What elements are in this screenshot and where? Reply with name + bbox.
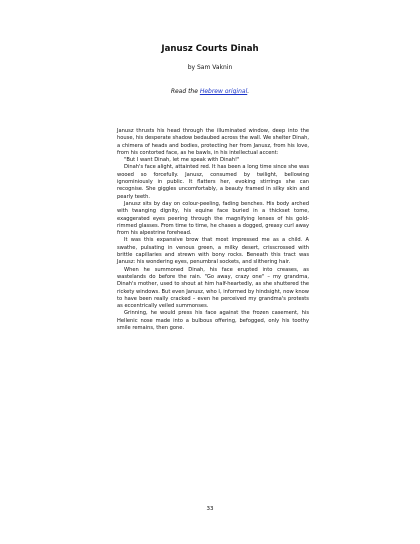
paragraph: It was this expansive brow that most impressed me as a child. A swathe, pulsating in venous green, a milky desert, crisscrossed with brittle capillaries and strewn with bony rocks. Beneath this tract was Janusz: his wondering eyes, penumbral sockets, and slithering hair. — [117, 237, 309, 266]
paragraph: Grinning, he would press his face against the frozen casement, his Hellenic nose made into a bulbous offering, befogged, only his toothy smile remains, then gone. — [117, 310, 309, 332]
paragraph: Janusz sits by day on colour-peeling, fading benches. His body arched with twanging dignity, his equine face buried in a thickset tome, exaggerated eyes peering through the magnifying lenses of his gold-rimmed glasses. From time to time, he chases a dogged, greasy curl away from his alpestrine forehead. — [117, 200, 309, 237]
hebrew-original-link[interactable]: Hebrew original — [199, 88, 248, 95]
paragraph: When he summoned Dinah, his face erupted into creases, as wastelands do before the rain. "Go away, crazy one" – my grandma, Dinah's mother, used to shout at him half-heartedly, as she shuttered the rickety windows. But even Janusz, who I, informed by hindsight, now know to have been really cracked – even he perceived my grandma's protests as eccentrically veiled summonses. — [117, 266, 309, 310]
page-number: 33 — [206, 506, 214, 512]
read-prefix: Read the — [170, 88, 200, 95]
author-byline: by Sam Vaknin — [187, 64, 233, 71]
original-link-line — [0, 88, 420, 96]
paragraph: "But I want Dinah, let me speak with Dinah!" — [124, 157, 240, 164]
read-suffix: . — [247, 88, 250, 95]
paragraph: Janusz thrusts his head through the illuminated window, deep into the house, his desperate shadow bedaubed across the wall. We shelter Dinah, a chimera of heads and bodies, protecting her from Janusz, from his love, from his contorted face, as he bawls, in his intellectual accent: — [117, 128, 309, 156]
story-body — [117, 128, 309, 332]
page-title: Janusz Courts Dinah — [161, 44, 259, 54]
paragraph: Dinah's face alight, attainted red. It has been a long time since she was wooed so forcefully. Janusz, consumed by twilight, bellowing ignominiously in public. It flatters her, evoking stirrings she can recognise. She giggles uncomfortably, a beauty framed in silky skin and pearly teeth. — [117, 164, 309, 200]
